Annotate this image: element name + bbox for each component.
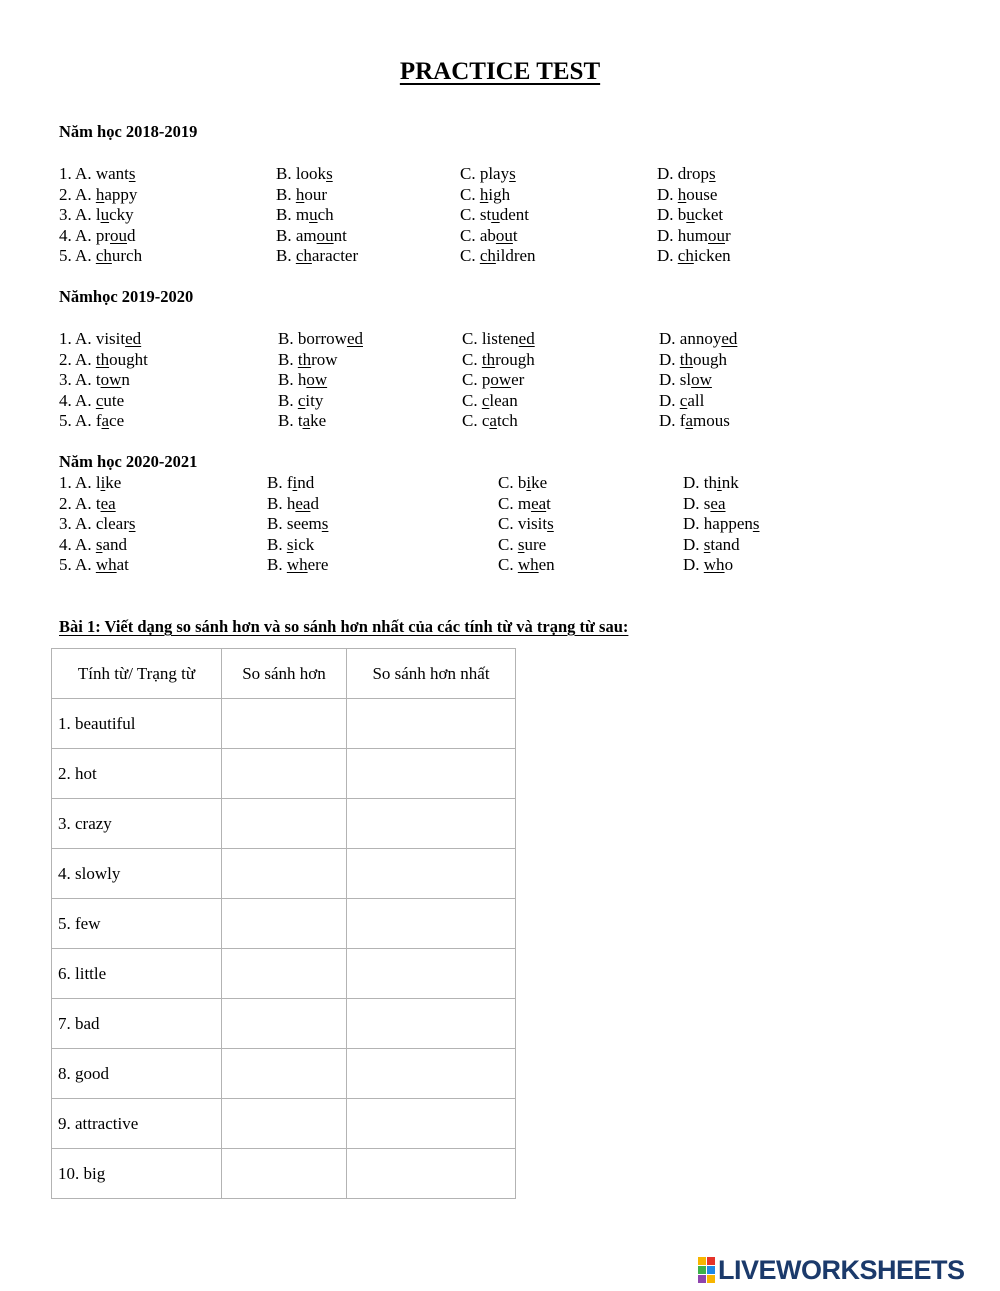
answer-option: 4. A. sand: [59, 534, 128, 554]
answer-option: D. slow: [659, 370, 712, 390]
answer-option: D. think: [683, 473, 739, 492]
answer-option: D. house: [657, 184, 718, 204]
answer-option: C. children: [460, 246, 536, 266]
answer-option: C. plays: [460, 164, 516, 183]
answer-option: C. clean: [462, 390, 518, 410]
question-row: [0, 555, 1000, 576]
logo-text: LIVEWORKSHEETS: [718, 1254, 965, 1285]
answer-option: B. sick: [267, 534, 315, 554]
answer-option: C. when: [498, 555, 555, 575]
answer-option: C. visits: [498, 514, 554, 534]
logo-icon: [698, 1257, 715, 1283]
table-header-cell: Tính từ/ Trạng từ: [52, 649, 222, 699]
word-cell: 6. little: [52, 949, 222, 999]
answer-option: B. throw: [278, 349, 338, 369]
answer-option: 4. A. cute: [59, 390, 125, 410]
page-title: PRACTICE TEST: [399, 58, 601, 85]
superlative-answer-cell[interactable]: [347, 699, 516, 749]
liveworksheets-logo: [698, 1255, 965, 1285]
answer-option: 4. A. proud: [59, 225, 136, 245]
question-row: [0, 246, 1000, 267]
answer-option: C. bike: [498, 473, 548, 492]
answer-option: D. drops: [657, 164, 716, 183]
answer-option: B. borrowed: [278, 329, 363, 348]
table-row: [52, 899, 516, 949]
answer-option: D. who: [683, 555, 734, 575]
superlative-answer-cell[interactable]: [347, 1149, 516, 1199]
comparative-answer-cell[interactable]: [222, 699, 347, 749]
answer-option: B. head: [267, 493, 319, 513]
question-row: [0, 370, 1000, 391]
question-row: [0, 514, 1000, 535]
answer-option: C. listened: [462, 329, 535, 348]
question-row: [0, 226, 1000, 247]
answer-option: D. stand: [683, 534, 740, 554]
table-header-cell: So sánh hơn: [222, 649, 347, 699]
question-row: [0, 164, 1000, 185]
answer-option: B. hour: [276, 184, 328, 204]
word-cell: 9. attractive: [52, 1099, 222, 1149]
comparative-answer-cell[interactable]: [222, 749, 347, 799]
superlative-answer-cell[interactable]: [347, 899, 516, 949]
table-row: [52, 699, 516, 749]
answer-option: 3. A. town: [59, 370, 130, 390]
answer-option: C. about: [460, 225, 518, 245]
comparative-answer-cell[interactable]: [222, 799, 347, 849]
superlative-answer-cell[interactable]: [347, 999, 516, 1049]
answer-option: C. student: [460, 205, 529, 225]
answer-option: 2. A. thought: [59, 349, 148, 369]
word-cell: 8. good: [52, 1049, 222, 1099]
table-row: [52, 999, 516, 1049]
answer-option: B. much: [276, 205, 334, 225]
table-row: [52, 1149, 516, 1199]
question-row: [0, 535, 1000, 556]
answer-option: B. where: [267, 555, 329, 575]
answer-option: D. bucket: [657, 205, 724, 225]
table-header-cell: So sánh hơn nhất: [347, 649, 516, 699]
answer-option: C. catch: [462, 411, 518, 431]
superlative-answer-cell[interactable]: [347, 949, 516, 999]
comparison-table: [51, 648, 516, 1199]
comparative-answer-cell[interactable]: [222, 849, 347, 899]
question-row: [0, 411, 1000, 432]
superlative-answer-cell[interactable]: [347, 799, 516, 849]
comparative-answer-cell[interactable]: [222, 899, 347, 949]
table-row: [52, 849, 516, 899]
question-row: [0, 329, 1000, 350]
answer-option: B. take: [278, 411, 327, 431]
table-row: [52, 1049, 516, 1099]
answer-option: 3. A. clears: [59, 514, 136, 534]
section-year: Năm học 2018-2019: [59, 122, 198, 141]
section-year: Năm học 2020-2021: [59, 452, 198, 471]
question-row: [0, 473, 1000, 494]
question-row: [0, 205, 1000, 226]
word-cell: 7. bad: [52, 999, 222, 1049]
answer-option: 1. A. like: [59, 473, 122, 492]
section-year: Nămhọc 2019-2020: [59, 287, 194, 306]
comparative-answer-cell[interactable]: [222, 1099, 347, 1149]
answer-option: 3. A. lucky: [59, 205, 134, 225]
question-row: [0, 350, 1000, 371]
table-row: [52, 949, 516, 999]
answer-option: B. city: [278, 390, 324, 410]
answer-option: D. annoyed: [659, 329, 738, 348]
answer-option: C. high: [460, 184, 511, 204]
answer-option: C. sure: [498, 534, 547, 554]
answer-option: D. though: [659, 349, 728, 369]
table-row: [52, 1099, 516, 1149]
answer-option: 2. A. happy: [59, 184, 138, 204]
table-row: [52, 799, 516, 849]
superlative-answer-cell[interactable]: [347, 749, 516, 799]
word-cell: 10. big: [52, 1149, 222, 1199]
answer-option: D. famous: [659, 411, 730, 431]
answer-option: C. meat: [498, 493, 551, 513]
answer-option: 1. A. wants: [59, 164, 136, 183]
answer-option: 5. A. face: [59, 411, 125, 431]
question-row: [0, 185, 1000, 206]
comparative-answer-cell[interactable]: [222, 999, 347, 1049]
answer-option: D. humour: [657, 225, 731, 245]
answer-option: 5. A. church: [59, 246, 143, 266]
comparative-answer-cell[interactable]: [222, 1049, 347, 1099]
answer-option: D. call: [659, 390, 705, 410]
question-row: [0, 391, 1000, 412]
answer-option: D. sea: [683, 493, 726, 513]
comparative-answer-cell[interactable]: [222, 1149, 347, 1199]
question-row: [0, 494, 1000, 515]
superlative-answer-cell[interactable]: [347, 1049, 516, 1099]
word-cell: 4. slowly: [52, 849, 222, 899]
answer-option: 1. A. visited: [59, 329, 142, 348]
answer-option: C. power: [462, 370, 525, 390]
table-header-row: [52, 649, 516, 699]
answer-option: B. character: [276, 246, 359, 266]
word-cell: 1. beautiful: [52, 699, 222, 749]
comparative-answer-cell[interactable]: [222, 949, 347, 999]
answer-option: 5. A. what: [59, 555, 129, 575]
exercise-title: Bài 1: Viết dạng so sánh hơn và so sánh hơn nhất của các tính từ và trạng từ sau:: [59, 617, 629, 636]
answer-option: B. amount: [276, 225, 347, 245]
answer-option: 2. A. tea: [59, 493, 116, 513]
word-cell: 5. few: [52, 899, 222, 949]
answer-option: B. find: [267, 473, 315, 492]
answer-option: D. happens: [683, 514, 760, 534]
superlative-answer-cell[interactable]: [347, 1099, 516, 1149]
answer-option: B. looks: [276, 164, 333, 183]
answer-option: C. through: [462, 349, 535, 369]
answer-option: D. chicken: [657, 246, 731, 266]
answer-option: B. how: [278, 370, 328, 390]
superlative-answer-cell[interactable]: [347, 849, 516, 899]
answer-option: B. seems: [267, 514, 329, 534]
table-row: [52, 749, 516, 799]
word-cell: 2. hot: [52, 749, 222, 799]
word-cell: 3. crazy: [52, 799, 222, 849]
